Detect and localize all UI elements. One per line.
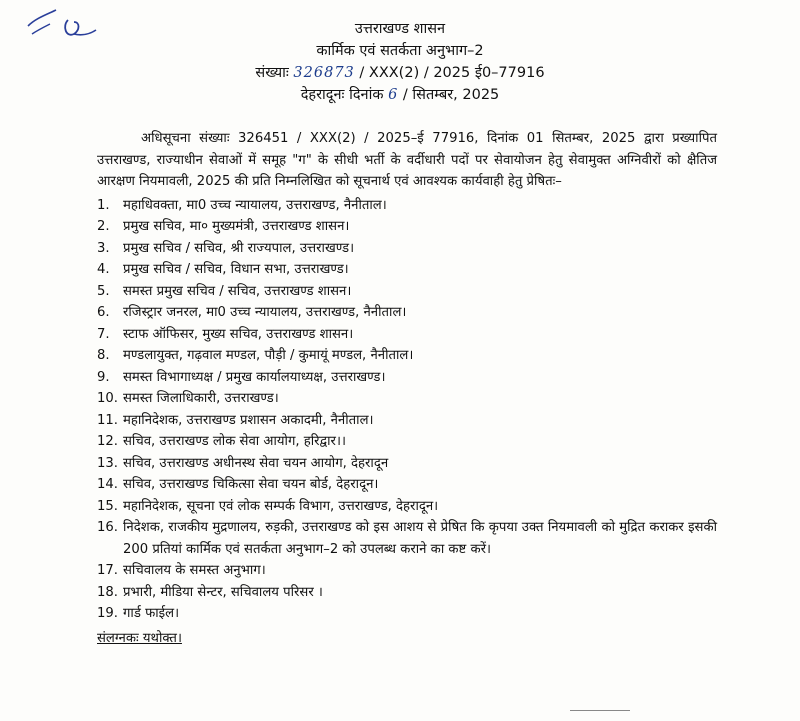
list-item: 18. प्रभारी, मीडिया सेन्टर, सचिवालय परिसर । bbox=[97, 584, 323, 600]
list-item: 15. महानिदेशक, सूचना एवं लोक सम्पर्क विभाग, उत्तराखण्ड, देहरादून। bbox=[97, 498, 439, 514]
list-item: 13. सचिव, उत्तराखण्ड अधीनस्थ सेवा चयन आयोग, देहरादून bbox=[97, 455, 389, 471]
handwritten-date-day: 6 bbox=[388, 87, 399, 103]
government-title: उत्तराखण्ड शासन bbox=[354, 21, 446, 37]
list-item: 8. मण्डलायुक्त, गढ़वाल मण्डल, पौड़ी / कुमायूं मण्डल, नैनीताल। bbox=[97, 348, 414, 363]
number-label: संख्याः bbox=[255, 65, 289, 81]
list-item: 6. रजिस्ट्रार जनरल, मा0 उच्च न्यायालय, उत्तराखण्ड, नैनीताल। bbox=[97, 305, 407, 320]
signature-mark bbox=[570, 710, 630, 719]
list-item: 4. प्रमुख सचिव / सचिव, विधान सभा, उत्तराखण्ड। bbox=[97, 262, 349, 277]
recipient-list bbox=[97, 195, 717, 625]
list-item: 11. महानिदेशक, उत्तराखण्ड प्रशासन अकादमी, नैनीताल। bbox=[97, 412, 374, 428]
date-rest: / सितम्बर, 2025 bbox=[402, 87, 500, 103]
number-reference: / XXX(2) / 2025 ई0–77916 bbox=[359, 65, 545, 81]
list-item: 14. सचिव, उत्तराखण्ड चिकित्सा सेवा चयन बोर्ड, देहरादून। bbox=[97, 477, 379, 492]
list-item: 17. सचिवालय के समस्त अनुभाग। bbox=[97, 563, 266, 578]
list-item: 16. निदेशक, राजकीय मुद्रणालय, रुड़की, उत्तराखण्ड को इस आशय से प्रेषित कि कृपया उक्त नियमावली को मुद्रित कराकर इसकी 200 प्रतियां कार्मिक एवं सतर्कता अनुभाग–2 को उपलब्ध कराने का कष्ट करें। bbox=[97, 520, 717, 557]
list-item: 5. समस्त प्रमुख सचिव / सचिव, उत्तराखण्ड शासन। bbox=[97, 283, 352, 299]
list-item: 2. प्रमुख सचिव, मा० मुख्यमंत्री, उत्तराखण्ड शासन। bbox=[97, 219, 350, 234]
handwritten-number: 326873 bbox=[293, 65, 355, 81]
list-item: 7. स्टाफ ऑफिसर, मुख्य सचिव, उत्तराखण्ड शासन। bbox=[97, 326, 354, 342]
letter-header bbox=[0, 18, 800, 106]
list-item: 10. समस्त जिलाधिकारी, उत्तराखण्ड। bbox=[97, 391, 279, 406]
letter-date bbox=[0, 84, 800, 106]
list-item: 3. प्रमुख सचिव / सचिव, श्री राज्यपाल, उत्तराखण्ड। bbox=[97, 240, 355, 256]
date-label: देहरादूनः दिनांक bbox=[300, 87, 384, 103]
list-item: 12. सचिव, उत्तराखण्ड लोक सेवा आयोग, हरिद्वार।। bbox=[97, 434, 346, 449]
section-title: कार्मिक एवं सतर्कता अनुभाग–2 bbox=[316, 43, 484, 59]
list-item: 9. समस्त विभागाध्यक्ष / प्रमुख कार्यालयाध्यक्ष, उत्तराखण्ड। bbox=[97, 369, 386, 385]
list-item: 19. गार्ड फाईल। bbox=[97, 606, 180, 621]
reference-number bbox=[0, 62, 800, 84]
intro-paragraph: अधिसूचना संख्याः 326451 / XXX(2) / 2025–ई 77916, दिनांक 01 सितम्बर, 2025 द्वारा प्रख्यापित उत्तराखण्ड, राज्याधीन सेवाओं में समूह "ग" के सीधी भर्ती के वर्दीधारी पदों पर सेवायोजन हेतु सेवामुक्त अग्निवीरों को क्षैतिज आरक्षण नियमावली, 2025 की प्रति निम्नलिखित को सूचनार्थ एवं आवश्यक कार्यवाही हेतु प्रेषितः– bbox=[97, 131, 717, 189]
letter-body bbox=[97, 128, 717, 649]
enclosure-note: संलग्नकः यथोक्त। bbox=[97, 630, 182, 646]
list-item: 1. महाधिवक्ता, मा0 उच्च न्यायालय, उत्तराखण्ड, नैनीताल। bbox=[97, 197, 387, 213]
